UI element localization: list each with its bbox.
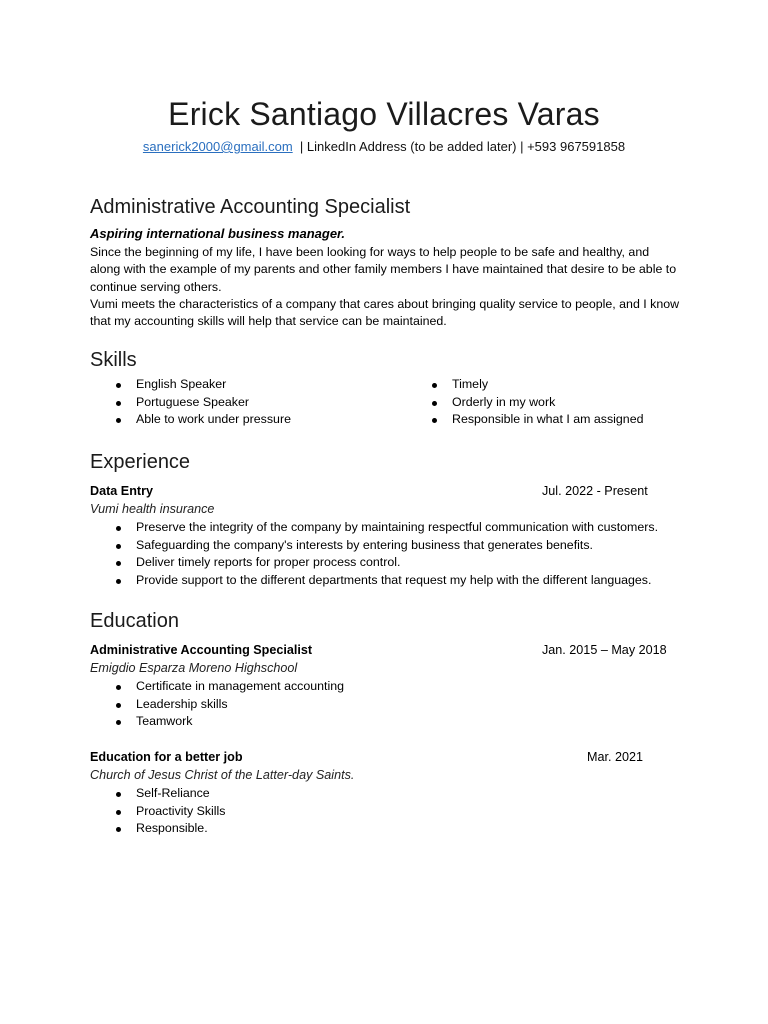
objective-heading: Administrative Accounting Specialist <box>90 196 411 218</box>
education-title: Education for a better job <box>90 750 243 764</box>
job-duties-list <box>113 519 658 589</box>
job-duty-item: Provide support to the different departments that request my help with the different languages. <box>113 572 658 590</box>
education-date: Jan. 2015 – May 2018 <box>542 643 667 657</box>
skills-list-left <box>113 376 291 429</box>
candidate-name: Erick Santiago Villacres Varas <box>168 96 600 132</box>
job-duty-item: Deliver timely reports for proper process control. <box>113 554 658 572</box>
education-2-list <box>113 785 226 838</box>
skill-item: Responsible in what I am assigned <box>429 411 643 429</box>
job-employer: Vumi health insurance <box>90 502 215 516</box>
skill-item: Timely <box>429 376 643 394</box>
experience-job-header <box>90 484 670 498</box>
skill-item: Able to work under pressure <box>113 411 291 429</box>
contact-details: | LinkedIn Address (to be added later) | +593 967591858 <box>299 139 626 154</box>
skill-item: English Speaker <box>113 376 291 394</box>
education-date: Mar. 2021 <box>587 750 644 764</box>
skills-list-right <box>429 376 643 429</box>
skill-item: Orderly in my work <box>429 394 643 412</box>
education-detail-item: Certificate in management accounting <box>113 678 344 696</box>
education-school: Emigdio Esparza Moreno Highschool <box>90 661 298 675</box>
education-detail-item: Leadership skills <box>113 696 344 714</box>
skill-item: Portuguese Speaker <box>113 394 291 412</box>
education-detail-item: Proactivity Skills <box>113 803 226 821</box>
job-date: Jul. 2022 - Present <box>542 484 648 498</box>
objective-subtitle: Aspiring international business manager. <box>90 226 346 241</box>
education-heading: Education <box>90 610 179 632</box>
education-title: Administrative Accounting Specialist <box>90 643 313 657</box>
objective-text <box>90 244 680 330</box>
experience-heading: Experience <box>90 451 191 473</box>
job-title: Data Entry <box>90 484 153 498</box>
skills-heading: Skills <box>90 349 137 371</box>
education-1-list <box>113 678 344 731</box>
education-detail-item: Teamwork <box>113 713 344 731</box>
email-link[interactable]: sanerick2000@gmail.com <box>142 139 293 154</box>
contact-line <box>0 139 768 154</box>
objective-paragraph-2: Vumi meets the characteristics of a company that cares about bringing quality service to people, and I know that my accounting skills will help that service can be maintained. <box>90 296 680 329</box>
job-duty-item: Preserve the integrity of the company by maintaining respectful communication with customers. <box>113 519 658 537</box>
education-detail-item: Self-Reliance <box>113 785 226 803</box>
education-item-1-header <box>90 643 670 657</box>
education-institution: Church of Jesus Christ of the Latter-day Saints. <box>90 768 355 782</box>
job-duty-item: Safeguarding the company's interests by entering business that generates benefits. <box>113 537 658 555</box>
education-item-2-header <box>90 750 670 764</box>
education-detail-item: Responsible. <box>113 820 226 838</box>
objective-paragraph-1: Since the beginning of my life, I have been looking for ways to help people to be safe and healthy, and along with the example of my parents and other family members I have maintained that desire to be able to continue serving others. <box>90 245 677 294</box>
